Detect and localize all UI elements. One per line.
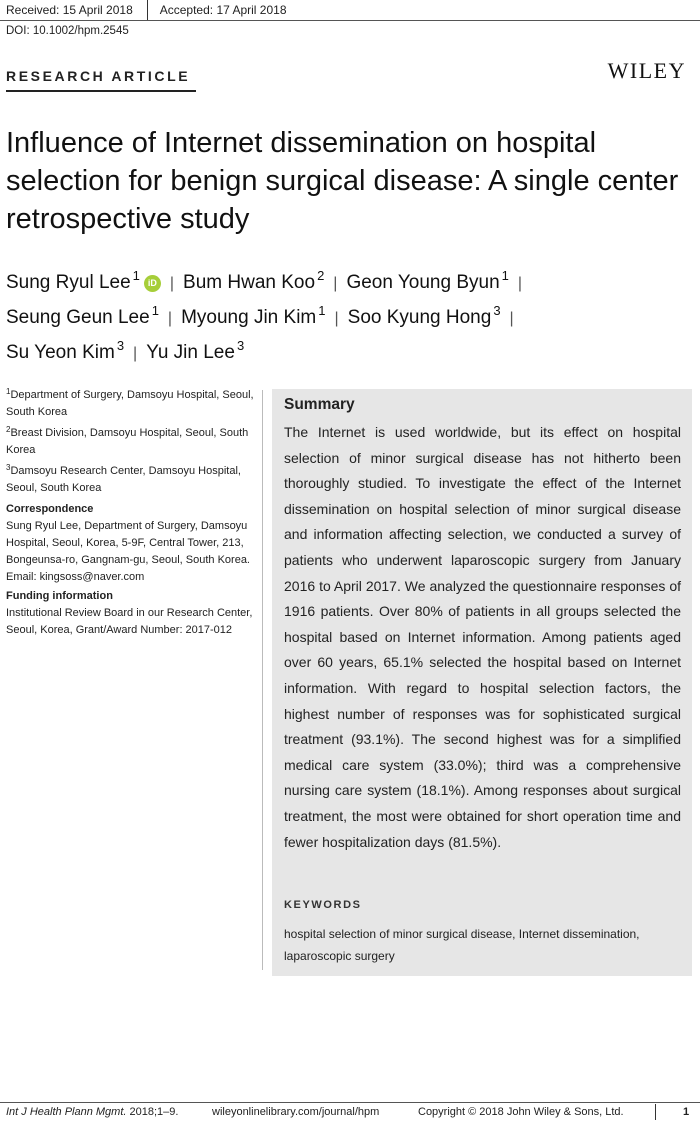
column-divider [262, 390, 263, 970]
author-list [6, 266, 686, 371]
author[interactable] [6, 303, 159, 328]
correspondence-heading: Correspondence [6, 503, 94, 515]
doi[interactable]: DOI: 10.1002/hpm.2545 [6, 25, 129, 37]
page-number: 1 [683, 1106, 690, 1118]
author-affiliation-number: 1 [501, 268, 509, 283]
author-name: Yu Jin Lee [146, 342, 235, 363]
author-affiliation-number: 1 [132, 268, 140, 283]
summary-heading: Summary [284, 396, 355, 413]
header-dates [0, 0, 287, 20]
author-separator: | [169, 275, 175, 292]
author-affiliation-number: 1 [151, 303, 159, 318]
author-separator: | [133, 345, 138, 362]
orcid-icon[interactable]: iD [144, 275, 161, 292]
author[interactable] [347, 303, 501, 328]
received-date: Received: 15 April 2018 [0, 0, 148, 20]
author-name: Sung Ryul Lee [6, 272, 131, 293]
footer-url[interactable]: wileyonlinelibrary.com/journal/hpm [212, 1106, 380, 1118]
correspondence-text: Sung Ryul Lee, Department of Surgery, Damsoyu Hospital, Seoul, Korea, 5-9F, Central Tower, 213, Bongeunsa-ro, Gangnam-gu, Seoul, South Korea. [6, 520, 250, 566]
author-affiliation-number: 1 [318, 303, 326, 318]
accepted-date: Accepted: 17 April 2018 [159, 3, 287, 17]
affiliation [6, 387, 254, 421]
header-rule [0, 20, 700, 21]
affiliation-text: Damsoyu Research Center, Damsoyu Hospital, Seoul, South Korea [6, 465, 241, 494]
affiliation-number: 2 [6, 425, 11, 434]
author-name: Geon Young Byun [346, 272, 500, 293]
affiliation-text: Department of Surgery, Damsoyu Hospital, Seoul, South Korea [6, 389, 254, 418]
article-info-column [6, 387, 254, 639]
affiliation-text: Breast Division, Damsoyu Hospital, Seoul, South Korea [6, 427, 249, 456]
author[interactable] [183, 268, 325, 293]
affiliation [6, 425, 254, 459]
author[interactable] [181, 303, 326, 328]
author-affiliation-number: 3 [236, 338, 245, 353]
author[interactable] [146, 338, 245, 363]
author[interactable] [6, 268, 161, 293]
footer-copyright: Copyright © 2018 John Wiley & Sons, Ltd. [418, 1106, 624, 1118]
author-name: Bum Hwan Koo [183, 272, 316, 293]
correspondence-email[interactable]: Email: kingsoss@naver.com [6, 571, 145, 583]
publisher-logo: WILEY [607, 58, 686, 83]
journal-abbreviation: Int J Health Plann Mgmt. [6, 1106, 127, 1118]
author[interactable] [6, 338, 125, 363]
affiliation [6, 463, 254, 497]
author-name: Seung Geun Lee [6, 307, 150, 328]
article-type: RESEARCH ARTICLE [6, 68, 191, 84]
author-separator: | [333, 275, 338, 292]
author-separator: | [334, 310, 339, 327]
footer-citation [6, 1106, 178, 1118]
keywords-text: hospital selection of minor surgical disease, Internet dissemination, laparoscopic surgery [284, 927, 640, 963]
author-affiliation-number: 3 [493, 303, 501, 318]
author-separator: | [167, 310, 173, 327]
funding-heading: Funding information [6, 590, 113, 602]
affiliation-number: 3 [6, 463, 11, 472]
author-affiliation-number: 3 [116, 338, 125, 353]
author[interactable] [346, 268, 509, 293]
article-type-underline [6, 90, 196, 92]
affiliation-number: 1 [6, 387, 11, 396]
article-title: Influence of Internet dissemination on hospital selection for benign surgical disease: A single center retrospective study [6, 127, 679, 235]
author-separator: | [517, 275, 523, 292]
keywords-heading: KEYWORDS [284, 899, 362, 911]
author-separator: | [509, 310, 514, 327]
author-name: Su Yeon Kim [6, 342, 115, 363]
author-name: Myoung Jin Kim [181, 307, 317, 328]
author-affiliation-number: 2 [317, 268, 325, 283]
footer-rule [0, 1102, 700, 1103]
summary-text: The Internet is used worldwide, but its effect on hospital selection of minor surgical disease has not hitherto been thoroughly studied. To investigate the effect of the Internet dissemination on hospital selection of minor surgical disease and information affecting selection, we conducted a survey of patients who underwent laparoscopic surgery from January 2016 to April 2017. We analyzed the questionnaire responses of 1916 patients. Over 80% of patients in all groups selected the hospital based on Internet information. Among patients aged over 60 years, 65.1% selected the hospital based on Internet information. With regard to hospital selection factors, the highest number of responses was for sophisticated surgical treatment (93.1%). The second highest was for a simplified medical care system (33.0%); third was a comprehensive nursing care system (18.1%). Among responses about surgical treatment, the most were obtained for short operation time and fewer hospitalization days (81.5%). [284, 424, 681, 850]
author-name: Soo Kyung Hong [347, 307, 492, 328]
citation-details: 2018;1–9. [126, 1106, 179, 1118]
funding-text: Institutional Review Board in our Research Center, Seoul, Korea, Grant/Award Number: 2017-012 [6, 607, 253, 636]
footer-page-divider [655, 1104, 656, 1120]
